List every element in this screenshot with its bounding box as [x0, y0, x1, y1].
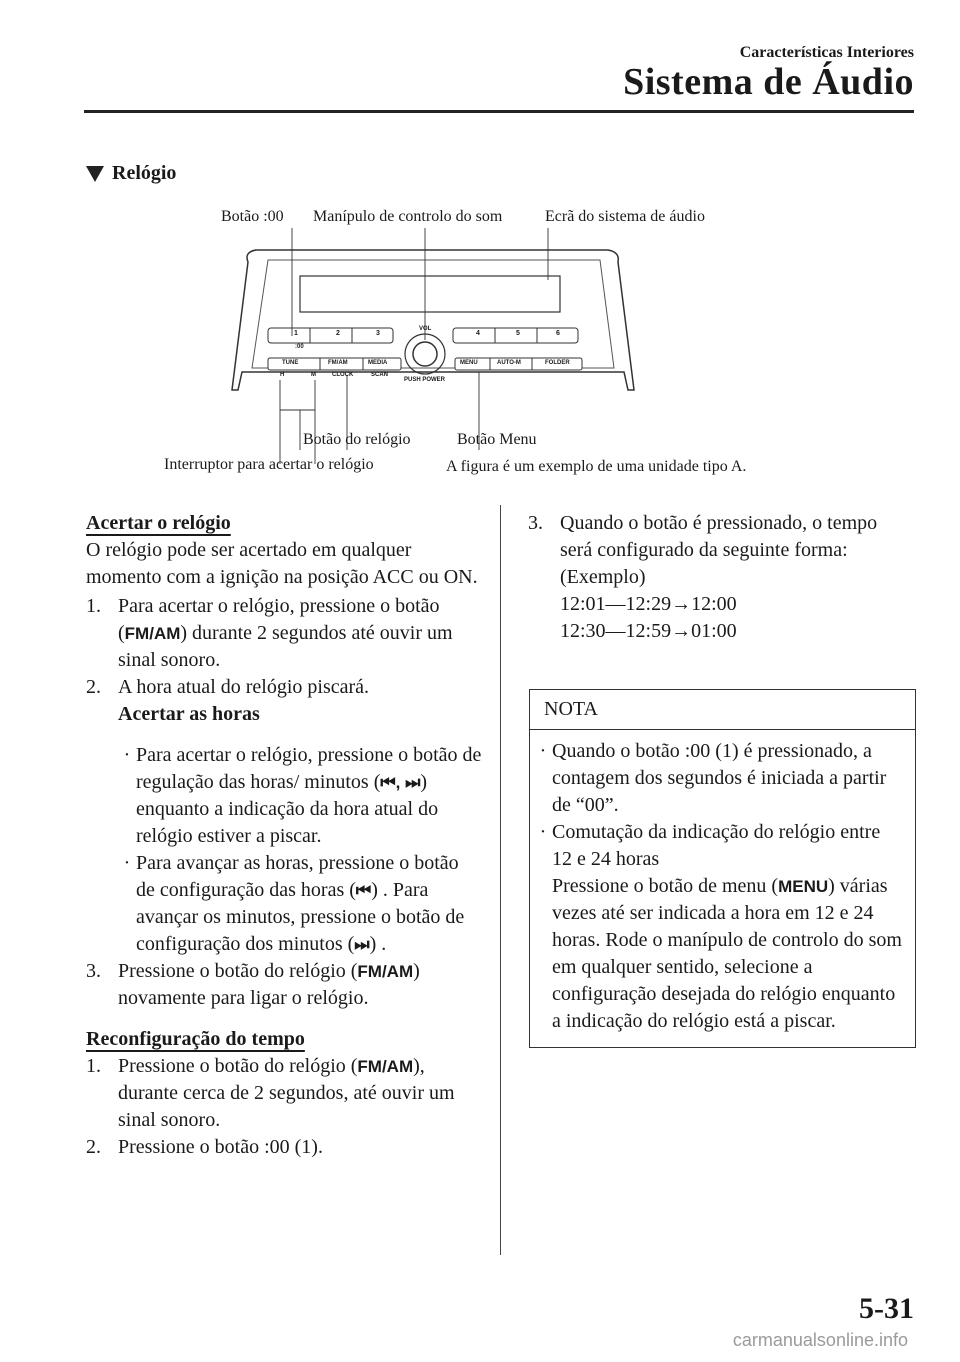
step-3: [86, 958, 482, 1012]
chapter-category: Características Interiores: [739, 44, 914, 61]
triangle-bullet-icon: [86, 166, 104, 182]
vol-label: VOL: [419, 326, 432, 332]
section-heading: [86, 162, 176, 185]
example-line-1: 12:01―12:29→12:00: [560, 593, 737, 615]
step-text: Pressione o botão do relógio (FM/AM) novamente para ligar o relógio.: [118, 960, 420, 1009]
left-column: [86, 510, 482, 1161]
fmam-button-glyph: FM/AM: [124, 624, 181, 643]
label-screen: Ecrã do sistema de áudio: [545, 208, 705, 225]
push-power-label: PUSH POWER: [404, 377, 446, 383]
example-label: (Exemplo): [560, 566, 646, 588]
preset-1: 1: [294, 330, 298, 337]
header-rule: [84, 110, 914, 113]
preset-3: 3: [376, 330, 380, 337]
subheading-reset-time: Reconfiguração do tempo: [86, 1028, 305, 1050]
skip-back-icon: ⏮: [355, 881, 372, 900]
preset-4: 4: [476, 330, 480, 337]
example-line-2: 12:30―12:59→01:00: [560, 620, 737, 642]
note-box: [529, 689, 916, 1048]
step-number: 3.: [528, 512, 543, 534]
audio-screen: [300, 276, 560, 312]
reset-step-3: [528, 510, 914, 564]
reset-step-2: [86, 1134, 482, 1161]
bullet-item: · Para avançar as horas, pressione o botão de configuração das horas (⏮) . Para avançar os minutos, pressione o botão de configuração dos minutos (⏭) .: [86, 850, 482, 958]
bullet-dot-icon: ·: [123, 852, 131, 874]
step-text: Para acertar o relógio, pressione o botão (FM/AM) durante 2 segundos até ouvir um sinal sonoro.: [118, 595, 453, 671]
label-menu-btn: Botão Menu: [457, 431, 537, 448]
folder-label: FOLDER: [545, 360, 570, 366]
preset-1-sub: :00: [295, 344, 304, 350]
step-text: Quando o botão é pressionado, o tempo será configurado da seguinte forma:: [560, 512, 878, 561]
preset-6: 6: [556, 330, 560, 337]
tune-label: TUNE: [282, 360, 299, 366]
figure-caption: A figura é um exemplo de uma unidade tipo A.: [446, 458, 747, 475]
label-sound-knob: Manípulo de controlo do som: [313, 208, 503, 225]
step-number: 2.: [86, 676, 101, 698]
label-clock-btn: Botão do relógio: [303, 431, 411, 448]
step-text: Pressione o botão :00 (1).: [118, 1136, 323, 1158]
subheading-set-hours: Acertar as horas: [118, 703, 260, 725]
step-number: 1.: [86, 1055, 101, 1077]
bullet-dot-icon: ·: [539, 821, 547, 843]
clock-label: CLOCK: [332, 372, 354, 378]
reset-step-1: [86, 1053, 482, 1134]
intro-paragraph: O relógio pode ser acertado em qualquer momento com a ignição na posição ACC ou ON.: [86, 539, 478, 588]
chapter-title: Sistema de Áudio: [623, 61, 914, 103]
right-column: [528, 510, 914, 645]
m-label: M: [311, 372, 316, 378]
preset-2: 2: [336, 330, 340, 337]
fmam-label: FM/AM: [328, 360, 348, 366]
step-text: A hora atual do relógio piscará.: [118, 676, 370, 698]
note-body: [530, 730, 915, 1047]
bullet-dot-icon: ·: [539, 740, 547, 762]
media-label: MEDIA: [368, 360, 388, 366]
bullet-item: · Para acertar o relógio, pressione o botão de regulação das horas/ minutos (⏮, ⏭) enquanto a indicação da hora atual do relógio estiver a piscar.: [86, 742, 482, 850]
step-number: 1.: [86, 595, 101, 617]
step-number: 3.: [86, 960, 101, 982]
skip-forward-icon: ⏭: [354, 935, 370, 954]
step-text: Pressione o botão do relógio (FM/AM), durante cerca de 2 segundos, até ouvir um sinal sonoro.: [118, 1055, 455, 1131]
section-title: Relógio: [112, 162, 177, 184]
subheading-set-clock: Acertar o relógio: [86, 512, 231, 534]
note-title: NOTA: [530, 690, 915, 730]
fmam-button-glyph: FM/AM: [357, 1057, 414, 1076]
label-btn-00: Botão :00: [221, 208, 284, 225]
skip-buttons-icon: ⏮, ⏭: [380, 773, 421, 792]
scan-label: SCAN: [371, 372, 389, 378]
label-clock-switch: Interruptor para acertar o relógio: [164, 456, 374, 473]
h-label: H: [280, 372, 285, 378]
step-2: [86, 674, 482, 701]
footer-watermark: carmanualsonline.info: [732, 1330, 908, 1350]
step-number: 2.: [86, 1136, 101, 1158]
bullet-dot-icon: ·: [123, 744, 131, 766]
page-number: 5-31: [859, 1292, 914, 1325]
note-item: · Quando o botão :00 (1) é pressionado, a contagem dos segundos é iniciada a partir de “00”.: [534, 738, 905, 819]
column-divider: [500, 505, 501, 1255]
fmam-button-glyph: FM/AM: [357, 962, 414, 981]
audio-unit-figure: [160, 200, 820, 490]
step-1: [86, 593, 482, 674]
preset-5: 5: [516, 330, 520, 337]
autom-label: AUTO-M: [497, 360, 521, 366]
menu-button-glyph: MENU: [778, 877, 829, 896]
menu-label: MENU: [460, 360, 478, 366]
note-item: · Comutação da indicação do relógio entre 12 e 24 horas Pressione o botão de menu (MENU) várias vezes até ser indicada a hora em 12 e 24 horas. Rode o manípulo de controlo do som em qualquer sentido, selecione a configuração desejada do relógio enquanto a indicação do relógio está a piscar.: [534, 819, 905, 1035]
